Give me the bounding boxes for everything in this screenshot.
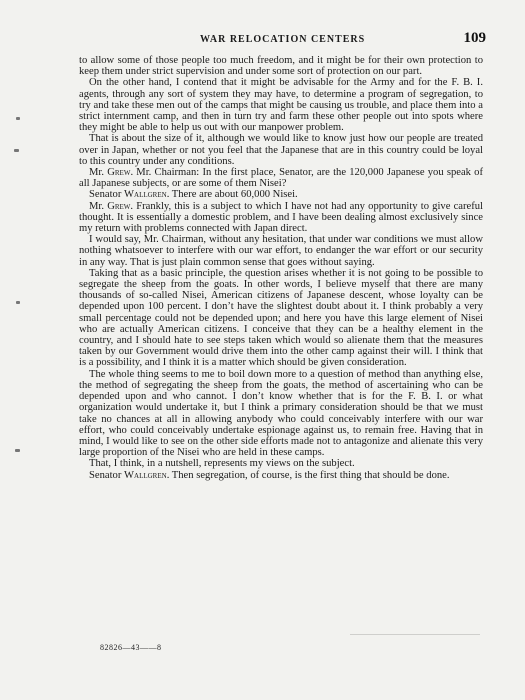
speaker-name: Grew: [107, 167, 131, 179]
speaker-name: Wallgren: [124, 469, 167, 481]
paragraph: [79, 189, 483, 200]
paragraph-text: Senator: [89, 469, 125, 481]
paragraph-text: The whole thing seems to me to boil down more to a question of method than anything else, the method of segregating the sheep from the goats, the method of ascertaining who can be depended upon and who cannot. I don’t know whether that is for the F. B. I. or what organization would undertake it, but I think a primary consideration should be that we must take no chances at all in allowing anybody who could conceivably interfere with our war effort, who could conceivably undertake espionage against us, to remain free. Having that in mind, I would like to see on the other side efforts made not to antagonize and alienate this very large proportion of the Nisei who are held in these camps.: [79, 368, 483, 459]
paragraph-text: That, I think, in a nutshell, represents my views on the subject.: [89, 458, 355, 470]
paragraph-text: I would say, Mr. Chairman, without any hesitation, that under war conditions we must allow nothing whatsoever to interfere with our war effort, to endanger the war effort or our security in any way. That is just plain common sense that goes without saying.: [79, 234, 483, 268]
speaker-name: Grew: [107, 200, 131, 212]
paragraph-text: Senator: [89, 189, 125, 201]
margin-mark: [15, 449, 20, 452]
page-header: [82, 32, 484, 50]
paragraph-text: Mr.: [89, 167, 108, 179]
running-head: WAR RELOCATION CENTERS: [200, 34, 366, 45]
paragraph: [79, 369, 483, 459]
paragraph-text: Taking that as a basic principle, the question arises whether it is not going to be possible to segregate the sheep from the goats. In other words, I believe myself that there are many thousands of so-called Nisei, American citizens of Japanese descent, whose loyalty can be depended upon 100 percent. I don’t have the slightest doubt about it. I think probably a very small percentage could not be depended upon; and here you have this large element of Nisei who are actually American citizens. I conceive that they can be a healthy element in the country, and I should hate to see steps taken which would so alienate them that the measures taken by our Government would drive them into the other camp against their will. I think that is a possibility, and I think it is a matter which should be given consideration.: [79, 267, 483, 369]
paragraph: [79, 458, 483, 469]
paragraph-text: . Mr. Chairman: In the first place, Senator, are the 120,000 Japanese you speak of all Japanese subjects, or are some of them Nisei?: [79, 167, 483, 190]
paragraph: [79, 167, 483, 189]
paragraph-text: . Then segregation, of course, is the first thing that should be done.: [166, 469, 450, 481]
paragraph: [79, 268, 483, 369]
printer-signature: 82826—43——8: [100, 643, 162, 652]
paragraph: [79, 55, 483, 77]
paragraph: [79, 77, 483, 133]
paragraph-text: On the other hand, I contend that it might be advisable for the Army and for the F. B. I. agents, through any sort of system they may have, to determine a program of segregation, to try and take these men out of the camps that might be causing us trouble, and place them into a strict internment camp, and then in turn try and farm these other people out into spots where they might be able to help us out with our manpower problem.: [79, 77, 483, 134]
paragraph-text: That is about the size of it, although we would like to know just how our people are treated over in Japan, whether or not you feel that the Japanese that are in this country could be loyal to this country under any conditions.: [79, 133, 483, 167]
paragraph-text: . Frankly, this is a subject to which I have not had any opportunity to give careful thought. It is essentially a domestic problem, and I have been dealing almost exclusively since my return with problems connected with Japan direct.: [79, 200, 483, 235]
paragraph-text: to allow some of those people too much freedom, and it might be for their own protection to keep them under strict supervision and under some sort of protection on our part.: [79, 55, 483, 78]
page-number: 109: [463, 30, 486, 46]
margin-mark: [14, 149, 19, 152]
bleed-through-line: [350, 634, 480, 635]
body-text: [79, 55, 483, 481]
paragraph: [79, 133, 483, 167]
margin-mark: [16, 117, 20, 120]
paragraph-text: Mr.: [89, 200, 108, 212]
speaker-name: Wallgren: [124, 189, 167, 201]
paragraph: [79, 470, 483, 481]
paragraph: [79, 201, 483, 235]
paragraph: [79, 234, 483, 268]
paragraph-text: . There are about 60,000 Nisei.: [166, 189, 298, 201]
margin-mark: [16, 301, 20, 304]
